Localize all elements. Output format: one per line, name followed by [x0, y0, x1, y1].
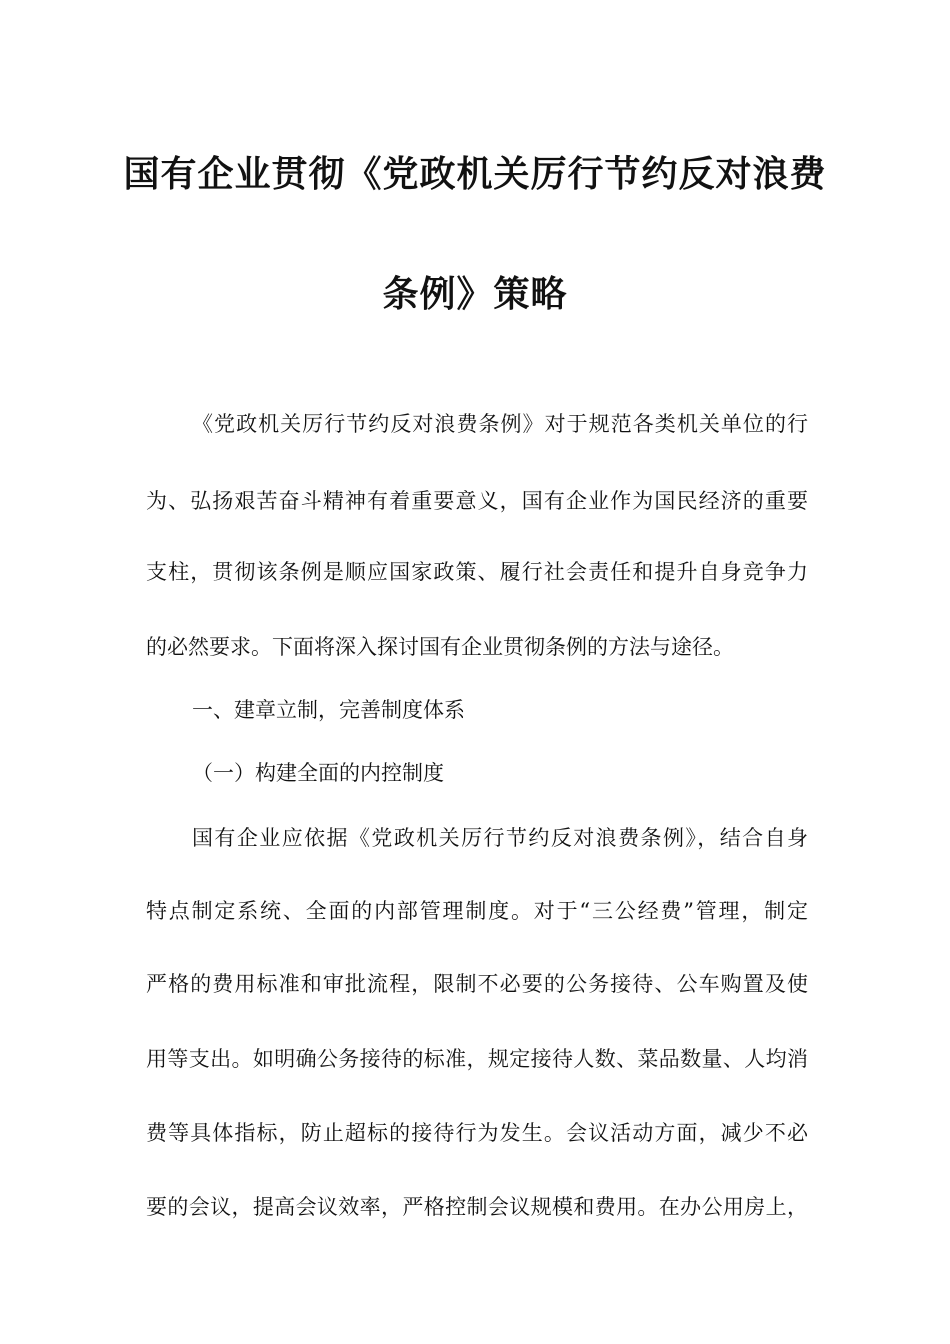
subsection-heading: （一）构建全面的内控制度	[192, 761, 444, 785]
paragraph-line-3: 严格的费用标准和审批流程，限制不必要的公务接待、公车购置及使	[146, 972, 808, 996]
intro-line-1: 《党政机关厉行节约反对浪费条例》对于规范各类机关单位的行	[192, 412, 808, 436]
paragraph-line-2: 特点制定系统、全面的内部管理制度。对于“三公经费”管理，制定	[146, 899, 808, 923]
intro-line-2: 为、弘扬艰苦奋斗精神有着重要意义，国有企业作为国民经济的重要	[146, 489, 808, 513]
paragraph-line-5: 费等具体指标，防止超标的接待行为发生。会议活动方面，减少不必	[146, 1121, 808, 1145]
intro-line-3: 支柱，贯彻该条例是顺应国家政策、履行社会责任和提升自身竞争力	[146, 560, 808, 584]
document-title-line-1: 国有企业贯彻《党政机关厉行节约反对浪费	[123, 154, 827, 195]
document-title-line-2: 条例》策略	[382, 274, 568, 315]
intro-line-4: 的必然要求。下面将深入探讨国有企业贯彻条例的方法与途径。	[146, 635, 734, 659]
paragraph-line-4: 用等支出。如明确公务接待的标准，规定接待人数、菜品数量、人均消	[146, 1047, 808, 1071]
paragraph-line-1: 国有企业应依据《党政机关厉行节约反对浪费条例》，结合自身	[192, 826, 808, 850]
paragraph-line-6: 要的会议，提高会议效率，严格控制会议规模和费用。在办公用房上，	[146, 1195, 808, 1219]
section-heading: 一、建章立制，完善制度体系	[192, 698, 465, 722]
